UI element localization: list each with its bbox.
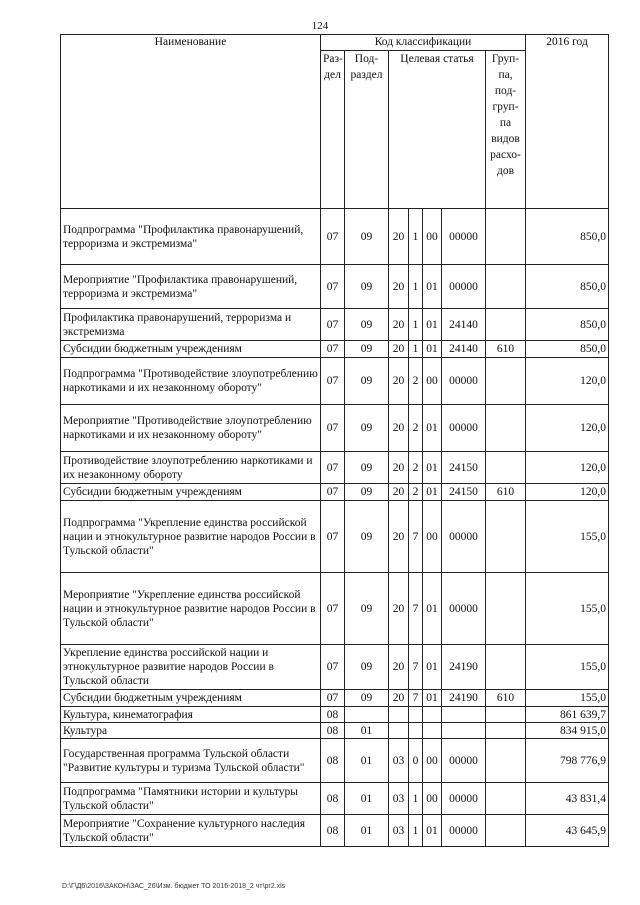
row-podrazdel: 09 — [345, 309, 389, 341]
row-target-program: 20 — [389, 309, 409, 341]
row-amount: 43 831,4 — [526, 783, 609, 815]
table-row — [61, 358, 609, 405]
row-amount: 834 915,0 — [526, 723, 609, 739]
row-target-program: 20 — [389, 484, 409, 501]
row-target-subprogram: 7 — [409, 573, 423, 645]
row-target-subprogram: 2 — [409, 484, 423, 501]
row-target-subprogram — [409, 707, 423, 723]
row-expense-group — [486, 645, 526, 690]
row-razdel: 08 — [321, 783, 345, 815]
header-code: Код классификации — [321, 35, 526, 51]
row-razdel: 08 — [321, 739, 345, 783]
row-razdel: 07 — [321, 573, 345, 645]
row-razdel: 07 — [321, 265, 345, 309]
row-podrazdel: 09 — [345, 341, 389, 358]
row-target-subprogram: 1 — [409, 815, 423, 847]
row-podrazdel: 01 — [345, 739, 389, 783]
row-target-direction: 00000 — [442, 358, 486, 405]
row-amount: 155,0 — [526, 645, 609, 690]
row-podrazdel: 09 — [345, 209, 389, 265]
header-year: 2016 год — [526, 35, 609, 209]
row-expense-group — [486, 358, 526, 405]
table-row — [61, 690, 609, 707]
row-target-subprogram: 0 — [409, 739, 423, 783]
row-podrazdel: 09 — [345, 501, 389, 573]
row-target-program: 03 — [389, 783, 409, 815]
row-expense-group — [486, 265, 526, 309]
header-razdel: Раз- дел — [321, 51, 345, 209]
row-target-event: 00 — [423, 358, 442, 405]
table-row — [61, 573, 609, 645]
row-expense-group: 610 — [486, 690, 526, 707]
row-target-program: 20 — [389, 690, 409, 707]
row-podrazdel: 09 — [345, 358, 389, 405]
header-group: Груп- па, под- груп- па видов расхо- дов — [486, 51, 526, 209]
row-target-event: 01 — [423, 690, 442, 707]
row-razdel: 07 — [321, 501, 345, 573]
row-name: Культура — [61, 723, 321, 739]
row-target-subprogram: 1 — [409, 209, 423, 265]
row-target-direction: 24150 — [442, 484, 486, 501]
row-target-direction: 24140 — [442, 341, 486, 358]
row-name: Мероприятие "Противодействие злоупотреблению наркотиками и их незаконному обороту" — [61, 405, 321, 452]
row-podrazdel: 09 — [345, 484, 389, 501]
row-target-event — [423, 723, 442, 739]
row-target-event: 01 — [423, 484, 442, 501]
row-target-program: 20 — [389, 573, 409, 645]
row-amount: 155,0 — [526, 501, 609, 573]
table-row — [61, 501, 609, 573]
row-target-program: 03 — [389, 739, 409, 783]
row-podrazdel: 09 — [345, 265, 389, 309]
file-path-footer: D:\Г\Д6\2016\ЗАКОН\ЗАС_26\Изм. бюджет ТО 2016-2018_2 чт\pr2.xls — [62, 883, 286, 890]
row-expense-group — [486, 739, 526, 783]
row-razdel: 07 — [321, 690, 345, 707]
row-amount: 850,0 — [526, 309, 609, 341]
row-name: Субсидии бюджетным учреждениям — [61, 341, 321, 358]
row-razdel: 07 — [321, 209, 345, 265]
row-target-program: 20 — [389, 501, 409, 573]
row-target-direction: 24140 — [442, 309, 486, 341]
row-podrazdel: 09 — [345, 452, 389, 484]
row-name: Культура, кинематография — [61, 707, 321, 723]
row-target-event: 01 — [423, 452, 442, 484]
row-expense-group — [486, 209, 526, 265]
table-row — [61, 739, 609, 783]
row-target-direction: 00000 — [442, 815, 486, 847]
row-amount: 43 645,9 — [526, 815, 609, 847]
row-amount: 155,0 — [526, 690, 609, 707]
row-name: Укрепление единства российской нации и этнокультурное развитие народов России в Тульской области — [61, 645, 321, 690]
row-target-direction: 00000 — [442, 209, 486, 265]
row-target-event: 01 — [423, 309, 442, 341]
row-target-subprogram — [409, 723, 423, 739]
row-razdel: 07 — [321, 452, 345, 484]
row-name: Подпрограмма "Профилактика правонарушений, терроризма и экстремизма" — [61, 209, 321, 265]
row-podrazdel: 09 — [345, 405, 389, 452]
row-target-event: 00 — [423, 209, 442, 265]
row-target-program: 20 — [389, 209, 409, 265]
row-expense-group — [486, 707, 526, 723]
row-target-subprogram: 2 — [409, 358, 423, 405]
row-razdel: 07 — [321, 358, 345, 405]
table-row — [61, 484, 609, 501]
row-expense-group: 610 — [486, 341, 526, 358]
row-podrazdel: 09 — [345, 573, 389, 645]
row-target-direction: 00000 — [442, 783, 486, 815]
table-row — [61, 783, 609, 815]
row-amount: 120,0 — [526, 358, 609, 405]
row-expense-group — [486, 452, 526, 484]
row-target-program: 20 — [389, 452, 409, 484]
row-amount: 120,0 — [526, 452, 609, 484]
row-target-program: 20 — [389, 341, 409, 358]
row-target-program — [389, 707, 409, 723]
row-target-direction: 00000 — [442, 501, 486, 573]
row-razdel: 08 — [321, 707, 345, 723]
row-amount: 850,0 — [526, 265, 609, 309]
row-target-event: 01 — [423, 645, 442, 690]
row-target-event: 01 — [423, 405, 442, 452]
row-target-subprogram: 2 — [409, 405, 423, 452]
row-razdel: 07 — [321, 645, 345, 690]
row-razdel: 07 — [321, 341, 345, 358]
row-expense-group — [486, 783, 526, 815]
row-expense-group — [486, 815, 526, 847]
row-name: Мероприятие "Сохранение культурного наследия Тульской области" — [61, 815, 321, 847]
row-target-direction: 00000 — [442, 265, 486, 309]
table-row — [61, 723, 609, 739]
row-target-event: 00 — [423, 739, 442, 783]
row-target-event: 00 — [423, 783, 442, 815]
row-amount: 155,0 — [526, 573, 609, 645]
header-podrazdel: Под- раздел — [345, 51, 389, 209]
row-name: Мероприятие "Укрепление единства российской нации и этнокультурное развитие народов России в Тульской области" — [61, 573, 321, 645]
row-target-program: 20 — [389, 405, 409, 452]
row-target-program: 20 — [389, 265, 409, 309]
row-target-program: 20 — [389, 358, 409, 405]
row-podrazdel: 01 — [345, 783, 389, 815]
table-row — [61, 452, 609, 484]
row-razdel: 07 — [321, 405, 345, 452]
header-target: Целевая статья — [389, 51, 486, 209]
row-target-subprogram: 7 — [409, 690, 423, 707]
row-name: Государственная программа Тульской области "Развитие культуры и туризма Тульской области" — [61, 739, 321, 783]
row-target-direction: 00000 — [442, 405, 486, 452]
table-row — [61, 405, 609, 452]
row-target-program: 03 — [389, 815, 409, 847]
row-name: Противодействие злоупотреблению наркотиками и их незаконному обороту — [61, 452, 321, 484]
row-target-subprogram: 1 — [409, 341, 423, 358]
row-podrazdel — [345, 707, 389, 723]
row-target-direction: 24190 — [442, 645, 486, 690]
row-podrazdel: 09 — [345, 645, 389, 690]
table-row — [61, 209, 609, 265]
row-target-direction: 24190 — [442, 690, 486, 707]
row-name: Субсидии бюджетным учреждениям — [61, 690, 321, 707]
row-razdel: 07 — [321, 484, 345, 501]
row-podrazdel: 01 — [345, 815, 389, 847]
table-row — [61, 309, 609, 341]
header-name: Наименование — [61, 35, 321, 209]
row-target-direction — [442, 707, 486, 723]
row-target-direction: 00000 — [442, 573, 486, 645]
row-amount: 850,0 — [526, 209, 609, 265]
row-razdel: 08 — [321, 723, 345, 739]
table-row — [61, 815, 609, 847]
row-name: Мероприятие "Профилактика правонарушений, терроризма и экстремизма" — [61, 265, 321, 309]
row-target-event: 01 — [423, 265, 442, 309]
row-name: Подпрограмма "Противодействие злоупотреблению наркотиками и их незаконному обороту" — [61, 358, 321, 405]
row-target-subprogram: 1 — [409, 783, 423, 815]
row-target-subprogram: 1 — [409, 265, 423, 309]
row-expense-group — [486, 723, 526, 739]
row-name: Профилактика правонарушений, терроризма и экстремизма — [61, 309, 321, 341]
row-target-subprogram: 7 — [409, 501, 423, 573]
row-amount: 861 639,7 — [526, 707, 609, 723]
row-target-event: 01 — [423, 573, 442, 645]
row-expense-group — [486, 501, 526, 573]
budget-table — [60, 34, 609, 847]
row-expense-group — [486, 309, 526, 341]
row-target-direction: 24150 — [442, 452, 486, 484]
table-row — [61, 341, 609, 358]
row-name: Субсидии бюджетным учреждениям — [61, 484, 321, 501]
page-number: 124 — [311, 20, 329, 32]
row-amount: 120,0 — [526, 405, 609, 452]
row-target-direction: 00000 — [442, 739, 486, 783]
row-name: Подпрограмма "Укрепление единства российской нации и этнокультурное развитие народов России в Тульской области" — [61, 501, 321, 573]
row-target-subprogram: 1 — [409, 309, 423, 341]
row-amount: 120,0 — [526, 484, 609, 501]
row-target-event: 00 — [423, 501, 442, 573]
row-podrazdel: 01 — [345, 723, 389, 739]
row-target-subprogram: 7 — [409, 645, 423, 690]
row-target-event: 01 — [423, 815, 442, 847]
row-target-program — [389, 723, 409, 739]
row-target-program: 20 — [389, 645, 409, 690]
row-razdel: 08 — [321, 815, 345, 847]
row-target-event — [423, 707, 442, 723]
table-row — [61, 265, 609, 309]
table-row — [61, 645, 609, 690]
row-amount: 850,0 — [526, 341, 609, 358]
row-target-event: 01 — [423, 341, 442, 358]
row-expense-group — [486, 573, 526, 645]
row-target-subprogram: 2 — [409, 452, 423, 484]
table-row — [61, 707, 609, 723]
row-amount: 798 776,9 — [526, 739, 609, 783]
row-razdel: 07 — [321, 309, 345, 341]
row-target-direction — [442, 723, 486, 739]
row-name: Подпрограмма "Памятники истории и культуры Тульской области" — [61, 783, 321, 815]
row-expense-group — [486, 405, 526, 452]
row-podrazdel: 09 — [345, 690, 389, 707]
row-expense-group: 610 — [486, 484, 526, 501]
